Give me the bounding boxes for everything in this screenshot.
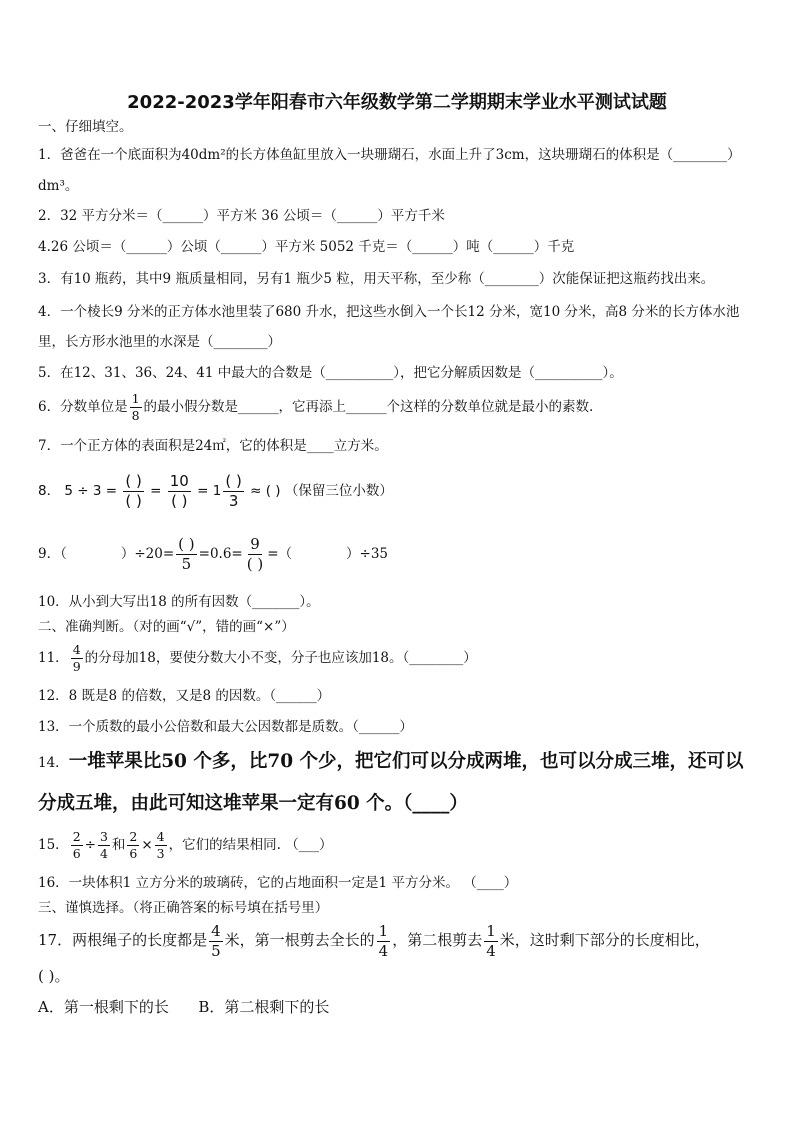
q9-part-4: ）÷35 (346, 546, 389, 562)
question-17-options (38, 997, 329, 1017)
q9-fraction-1 (176, 537, 196, 572)
question-2-line-1: 2．32 平方分米＝（______）平方米 36 公顷＝（______）平方千米 (38, 208, 445, 224)
q8-lhs: 5 ÷ 3 = (64, 483, 118, 499)
q8-equals-1: = 1 (197, 483, 222, 499)
q8-num-3: ( ) (225, 471, 242, 490)
q8-fraction-2 (168, 471, 191, 510)
q8-num-2: 10 (169, 471, 189, 490)
q17-num-1: 4 (211, 921, 221, 940)
q8-equals: = (150, 483, 162, 499)
q17-part-4: 米，这时剩下部分的长度相比， (499, 931, 710, 949)
q6-suffix: 的最小假分数是______，它再添上______个这样的分数单位就是最小的素数. (143, 399, 594, 415)
q15-divide: ÷ (84, 837, 96, 853)
question-17 (38, 920, 710, 960)
q14-text-a: 一堆苹果比50 个多，比70 个少，把它们可以分成两堆，也可以分成三堆，还可以 (68, 751, 744, 772)
question-4-line-2: 里，长方形水池里的水深是（________） (38, 334, 281, 350)
q17-fraction-1 (209, 921, 223, 960)
question-7: 7．一个正方体的表面积是24㎡，它的体积是____立方米。 (38, 438, 388, 454)
q17-den-2: 4 (378, 941, 389, 960)
q9-num-2: 9 (250, 535, 260, 553)
question-11 (38, 640, 477, 676)
q15-num-4: 4 (155, 831, 167, 847)
q17-num-2: 1 (378, 921, 389, 940)
q17-num-3: 1 (486, 921, 496, 940)
question-16: 16．一块体积1 立方分米的玻璃砖，它的占地面积一定是1 平方分米。 （____） (38, 875, 518, 891)
section-2-heading: 二、准确判断。（对的画“√”，错的画“×”） (38, 619, 295, 635)
question-1-line-2: dm³。 (38, 178, 79, 194)
option-a: A．第一根剩下的长 (38, 998, 169, 1016)
section-1-heading: 一、仔细填空。 (38, 119, 133, 135)
q15-times: × (141, 837, 153, 853)
q15-num-1: 2 (71, 831, 83, 847)
q17-part-2: 米，第一根剪去全长的 (224, 931, 375, 949)
q17-fraction-2 (377, 921, 391, 960)
q6-fraction (130, 390, 142, 423)
q15-fraction-2 (98, 828, 110, 861)
question-6 (38, 389, 593, 425)
q6-denominator: 8 (131, 408, 140, 423)
question-12: 12．8 既是8 的倍数，又是8 的因数。（______） (38, 688, 331, 704)
question-10: 10．从小到大写出18 的所有因数（_______）。 (38, 594, 320, 610)
q8-number: 8． (38, 483, 61, 499)
q9-prefix: 9．（ (38, 546, 67, 562)
q9-fraction-2 (245, 537, 265, 572)
q11-fraction (71, 641, 83, 674)
q15-den-3: 6 (129, 846, 138, 861)
q11-numerator: 4 (71, 644, 83, 660)
q8-approx: ≈ ( ) (250, 483, 281, 499)
q9-num-1: ( ) (178, 535, 195, 553)
q17-den-3: 4 (486, 941, 496, 960)
q17-fraction-3 (484, 921, 498, 960)
question-15 (38, 827, 332, 863)
q11-number: 11． (38, 650, 69, 666)
option-b: B．第二根剩下的长 (198, 998, 330, 1016)
q8-den-2: ( ) (171, 491, 188, 510)
q15-fraction-3 (127, 828, 139, 861)
question-4-line-1: 4．一个棱长9 分米的正方体水池里装了680 升水，把这些水倒入一个长12 分米，宽10 分米，高8 分米的长方体水池 (38, 304, 740, 320)
q15-and: 和 (111, 837, 126, 853)
q17-den-1: 5 (211, 941, 221, 960)
q11-text: 的分母加18，要使分数大小不变，分子也应该加18。（________） (84, 650, 477, 666)
q15-den-4: 3 (156, 846, 165, 861)
q9-part-2: =0.6= (198, 546, 243, 562)
q17-part-3: ，第二根剪去 (392, 931, 483, 949)
question-9 (38, 531, 388, 577)
q8-blank-den: ( ) (125, 491, 142, 510)
q8-fraction-3 (223, 471, 243, 510)
question-1-line-1: 1．爸爸在一个底面积为40dm²的长方体鱼缸里放入一块珊瑚石，水面上升了3cm，这块珊瑚石的体积是（________） (38, 147, 741, 163)
question-13: 13．一个质数的最小公倍数和最大公因数都是质数。（______） (38, 719, 413, 735)
q17-part-1: 两根绳子的长度都是 (72, 931, 208, 949)
q15-fraction-4 (155, 828, 167, 861)
q15-den-1: 6 (72, 846, 81, 861)
q9-den-2: ( ) (246, 555, 264, 573)
q8-fraction-1 (123, 471, 143, 510)
q6-numerator: 1 (130, 393, 142, 409)
section-3-heading: 三、谨慎选择。（将正确答案的标号填在括号里） (38, 900, 329, 916)
q17-number: 17． (38, 931, 73, 949)
q15-num-2: 3 (98, 831, 110, 847)
q11-denominator: 9 (72, 659, 81, 674)
q8-note: （保留三位小数） (284, 483, 393, 499)
question-8 (38, 466, 393, 516)
question-14-line-1 (38, 749, 744, 776)
question-17-answer-blank: ( )。 (38, 967, 70, 985)
q15-fraction-1 (71, 828, 83, 861)
question-14-line-2: 分成五堆，由此可知这堆苹果一定有60 个。（____） (38, 793, 468, 814)
question-3: 3．有10 瓶药，其中9 瓶质量相同，另有1 瓶少5 粒，用天平称，至少称（________）次能保证把这瓶药找出来。 (38, 271, 715, 287)
question-2-line-2: 4.26 公顷＝（______）公顷（______）平方米 5052 千克＝（______）吨（______）千克 (38, 239, 575, 255)
q9-part-1: ）÷20= (120, 546, 175, 562)
q15-number: 15． (38, 837, 69, 853)
q15-den-2: 4 (99, 846, 108, 861)
question-5: 5．在12、31、36、24、41 中最大的合数是（__________），把它分解质因数是（__________）。 (38, 365, 623, 381)
q15-num-3: 2 (127, 831, 139, 847)
q6-prefix: 6．分数单位是 (38, 399, 128, 415)
q8-den-3: 3 (228, 491, 239, 510)
q15-text: ，它们的结果相同. （___） (168, 837, 333, 853)
page-title: 2022-2023学年阳春市六年级数学第二学期期末学业水平测试试题 (127, 92, 667, 113)
q9-den-1: 5 (181, 555, 192, 573)
q14-number: 14． (38, 755, 69, 771)
q9-part-3: =（ (267, 546, 293, 562)
q8-blank-num: ( ) (125, 471, 142, 490)
